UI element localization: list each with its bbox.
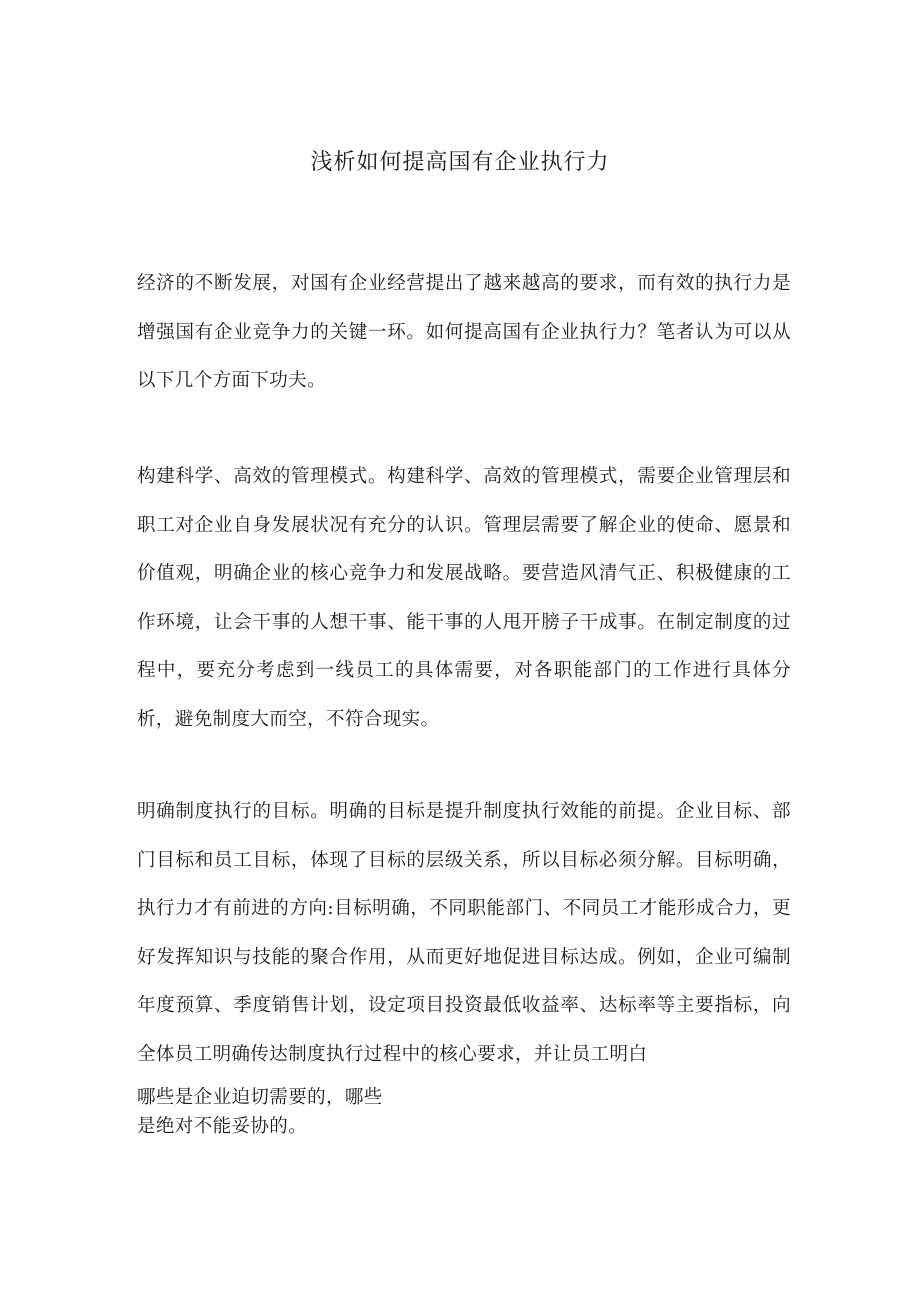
paragraph-tail-line: 哪些是企业迫切需要的，哪些 xyxy=(137,1087,383,1108)
paragraph-tail-line: 是绝对不能妥协的。 xyxy=(137,1116,308,1137)
document-title: 浅析如何提高国有企业执行力 xyxy=(310,150,610,175)
paragraph-management-model: 构建科学、高效的管理模式。构建科学、高效的管理模式，需要企业管理层和职工对企业自身发展状况有充分的认识。管理层需要了解企业的使命、愿景和价值观，明确企业的核心竞争力和发展战略。要营造风清气正、积极健康的工作环境，让会干事的人想干事、能干事的人甩开膀子干成事。在制定制度的过程中，要充分考虑到一线员工的具体需要，对各职能部门的工作进行具体分析，避免制度大而空，不符合现实。 xyxy=(137,466,791,730)
paragraph-intro: 经济的不断发展，对国有企业经营提出了越来越高的要求，而有效的执行力是增强国有企业竞争力的关键一环。如何提高国有企业执行力？笔者认为可以从以下几个方面下功夫。 xyxy=(137,273,791,391)
paragraph-execution-goals: 明确制度执行的目标。明确的目标是提升制度执行效能的前提。企业目标、部门目标和员工目标，体现了目标的层级关系，所以目标必须分解。目标明确，执行力才有前进的方向:目标明确，不同职能部门、不同员工才能形成合力，更好发挥知识与技能的聚合作用，从而更好地促进目标达成。例如，企业可编制年度预算、季度销售计划，设定项目投资最低收益率、达标率等主要指标，向全体员工明确传达制度执行过程中的核心要求，并让员工明白 xyxy=(137,801,791,1065)
